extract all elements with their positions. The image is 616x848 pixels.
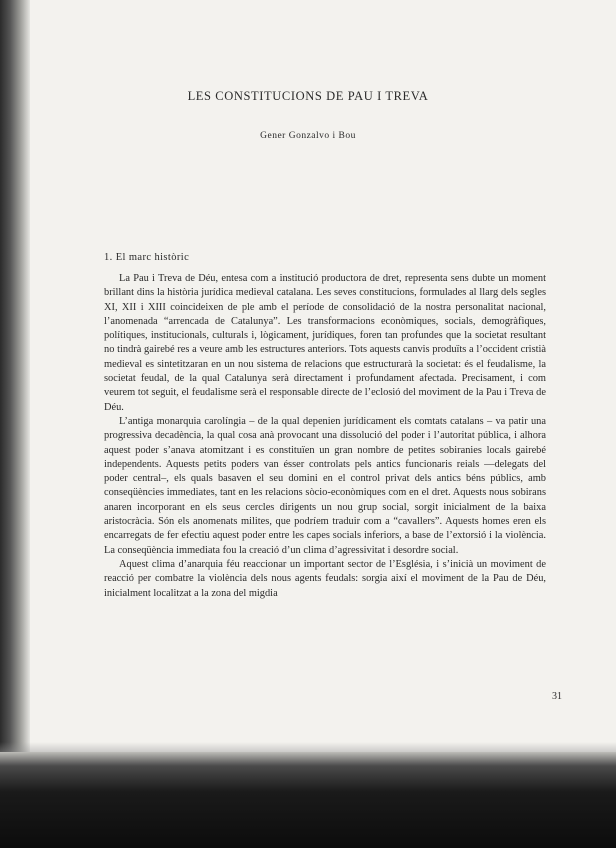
paragraph: Aquest clima d’anarquia féu reaccionar un important sector de l’Església, i s’inicià un moviment de reacció per combatre la violència dels nous agents feudals: sorgia així el moviment de la Pau de Déu, inicialment localitzat a la zona del migdia — [104, 558, 546, 599]
paragraph: L’antiga monarquia carolíngia – de la qual depenien jurídicament els comtats catalans – va patir una progressiva decadència, la qual cosa anà provocant una dissolució del poder i l’autoritat pública, i alhora aquest poder s’anava atomitzant i es constituïen un gran nombre de petites sobiranies locals gairebé independents. Aquests petits poders van ésser controlats pels antics funcionaris reials —delegats del poder central–, els quals basaven el seu domini en el control privat dels antics béns públics, amb conseqüències immediates, tant en les relacions sòcio-econòmiques com en el dret. Aquests nous sobirans anaren incorporant en els seus cercles dirigents un nou grup social, sorgit inicialment de la baixa aristocràcia. Són els anomenats milites, que podríem traduir com a “cavallers”. Aquests homes eren els encarregats de fer efectiu aquest poder entre les capes socials inferiors, a base de l’extorsió i la violència. La conseqüència immediata fou la creació d’un clima d’agressivitat i desordre social. — [104, 415, 546, 556]
binding-shadow — [0, 0, 30, 760]
section-heading: 1. El marc històric — [104, 252, 190, 263]
scanner-dark-margin — [0, 752, 616, 848]
article-title: LES CONSTITUCIONS DE PAU I TREVA — [187, 89, 429, 103]
article-author: Gener Gonzalvo i Bou — [260, 131, 356, 141]
page-number: 31 — [552, 691, 562, 702]
paragraph: La Pau i Treva de Déu, entesa com a institució productora de dret, representa sens dubte un moment brillant dins la història jurídica medieval catalana. Les seves constitucions, formulades al llarg dels segles XI, XII i XIII coincideixen de ple amb el període de consolidació de la nostra personalitat nacional, l’anomenada “arrencada de Catalunya”. Les transformacions econòmiques, socials, demogràfiques, polítiques, institucionals, culturals i, lògicament, jurídiques, foren tan profundes que la societat resultant no tindrà gairebé res a veure amb les estructures anteriors. Tots aquests canvis produïts a l’occident cristià medieval es sintetitzaran en un nou sistema de relacions que estructurarà la societat: és el feudalisme, la societat feudal, de la qual Catalunya serà directament i profundament afectada. Precisament, i com veurem tot seguit, el feudalisme serà el responsable directe de l’eclosió del moviment de la Pau i Treva de Déu. — [104, 273, 546, 413]
body-text — [104, 272, 546, 601]
